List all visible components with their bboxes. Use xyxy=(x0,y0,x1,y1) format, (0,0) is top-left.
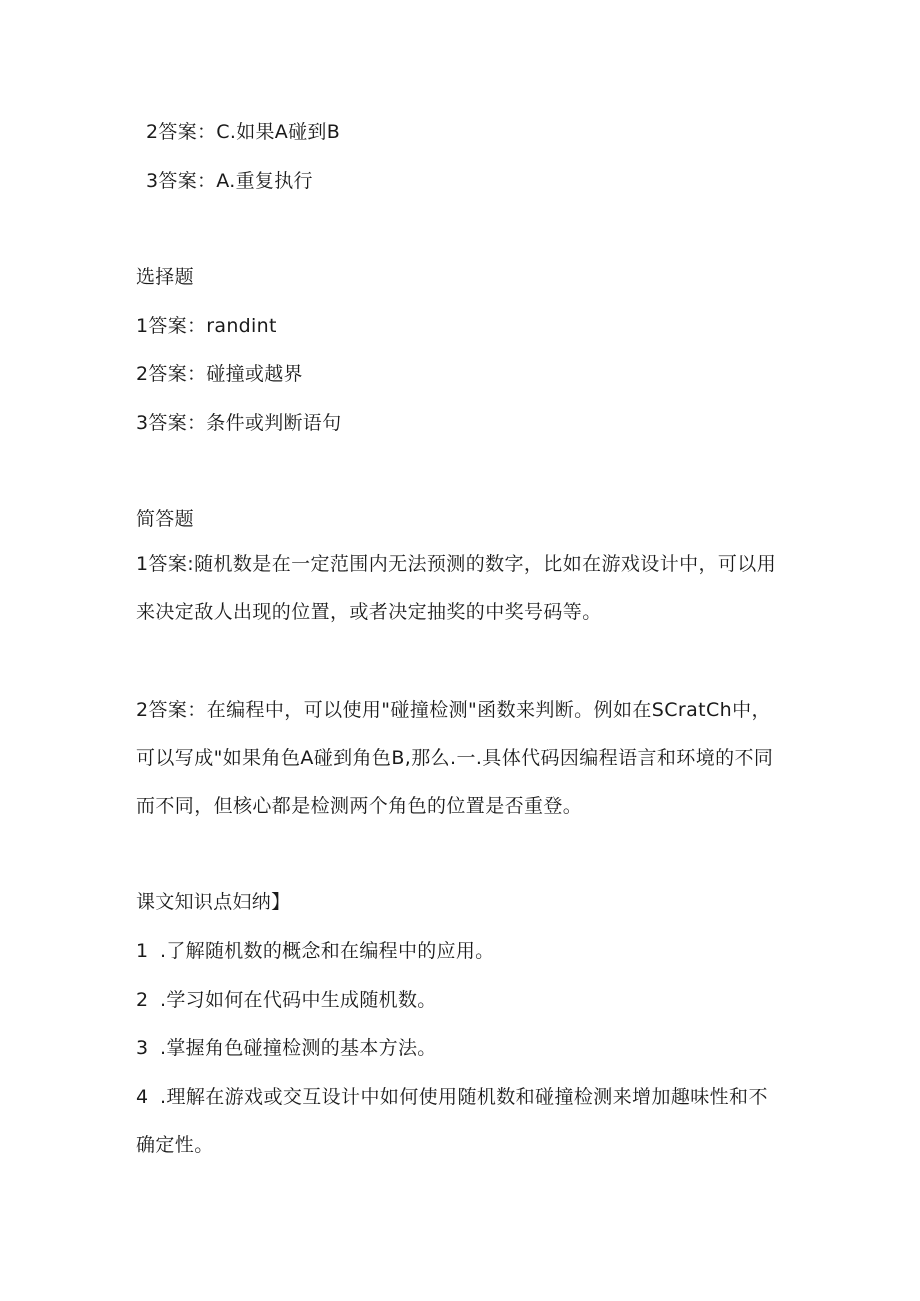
short-answer-2: 2答案：在编程中，可以使用"碰撞检测"函数来判断。例如在SCratCh中，可以写成"如果角色A碰到角色B,那么.一.具体代码因编程语言和环境的不同而不同，但核心都是检测两个角色的位置是否重登。 xyxy=(136,699,774,817)
knowledge-item-text: .掌握角色碰撞检测的基本方法。 xyxy=(160,1037,437,1059)
short-answer-1: 1答案:随机数是在一定范围内无法预测的数字，比如在游戏设计中，可以用来决定敌人出现的位置，或者决定抽奖的中奖号码等。 xyxy=(136,553,777,623)
knowledge-item-text: .学习如何在代码中生成随机数。 xyxy=(160,989,437,1011)
choice-answer-1: 1答案：randint xyxy=(136,315,277,337)
knowledge-item-number: 4 xyxy=(136,1086,149,1108)
knowledge-item-4 xyxy=(136,1073,786,1169)
knowledge-item-number: 2 xyxy=(136,989,149,1011)
short-answer-heading: 简答题 xyxy=(136,508,194,530)
intro-answer-3: 3答案：A.重复执行 xyxy=(146,170,313,192)
choice-answer-2: 2答案：碰撞或越界 xyxy=(136,363,303,385)
knowledge-item-number: 3 xyxy=(136,1037,149,1059)
knowledge-item-text: .理解在游戏或交互设计中如何使用随机数和碰撞检测来增加趣味性和不确定性。 xyxy=(136,1086,768,1156)
knowledge-item-number: 1 xyxy=(136,940,149,962)
knowledge-section-heading: 课文知识点妇纳】 xyxy=(136,891,291,913)
choice-answer-3: 3答案：条件或判断语句 xyxy=(136,412,342,434)
choice-section-heading: 选择题 xyxy=(136,266,194,288)
knowledge-item-1 xyxy=(136,939,494,963)
knowledge-item-text: .了解随机数的概念和在编程中的应用。 xyxy=(160,940,495,962)
knowledge-item-3 xyxy=(136,1036,437,1060)
knowledge-item-2 xyxy=(136,988,437,1012)
intro-answer-2: 2答案：C.如果A碰到B xyxy=(146,121,341,143)
